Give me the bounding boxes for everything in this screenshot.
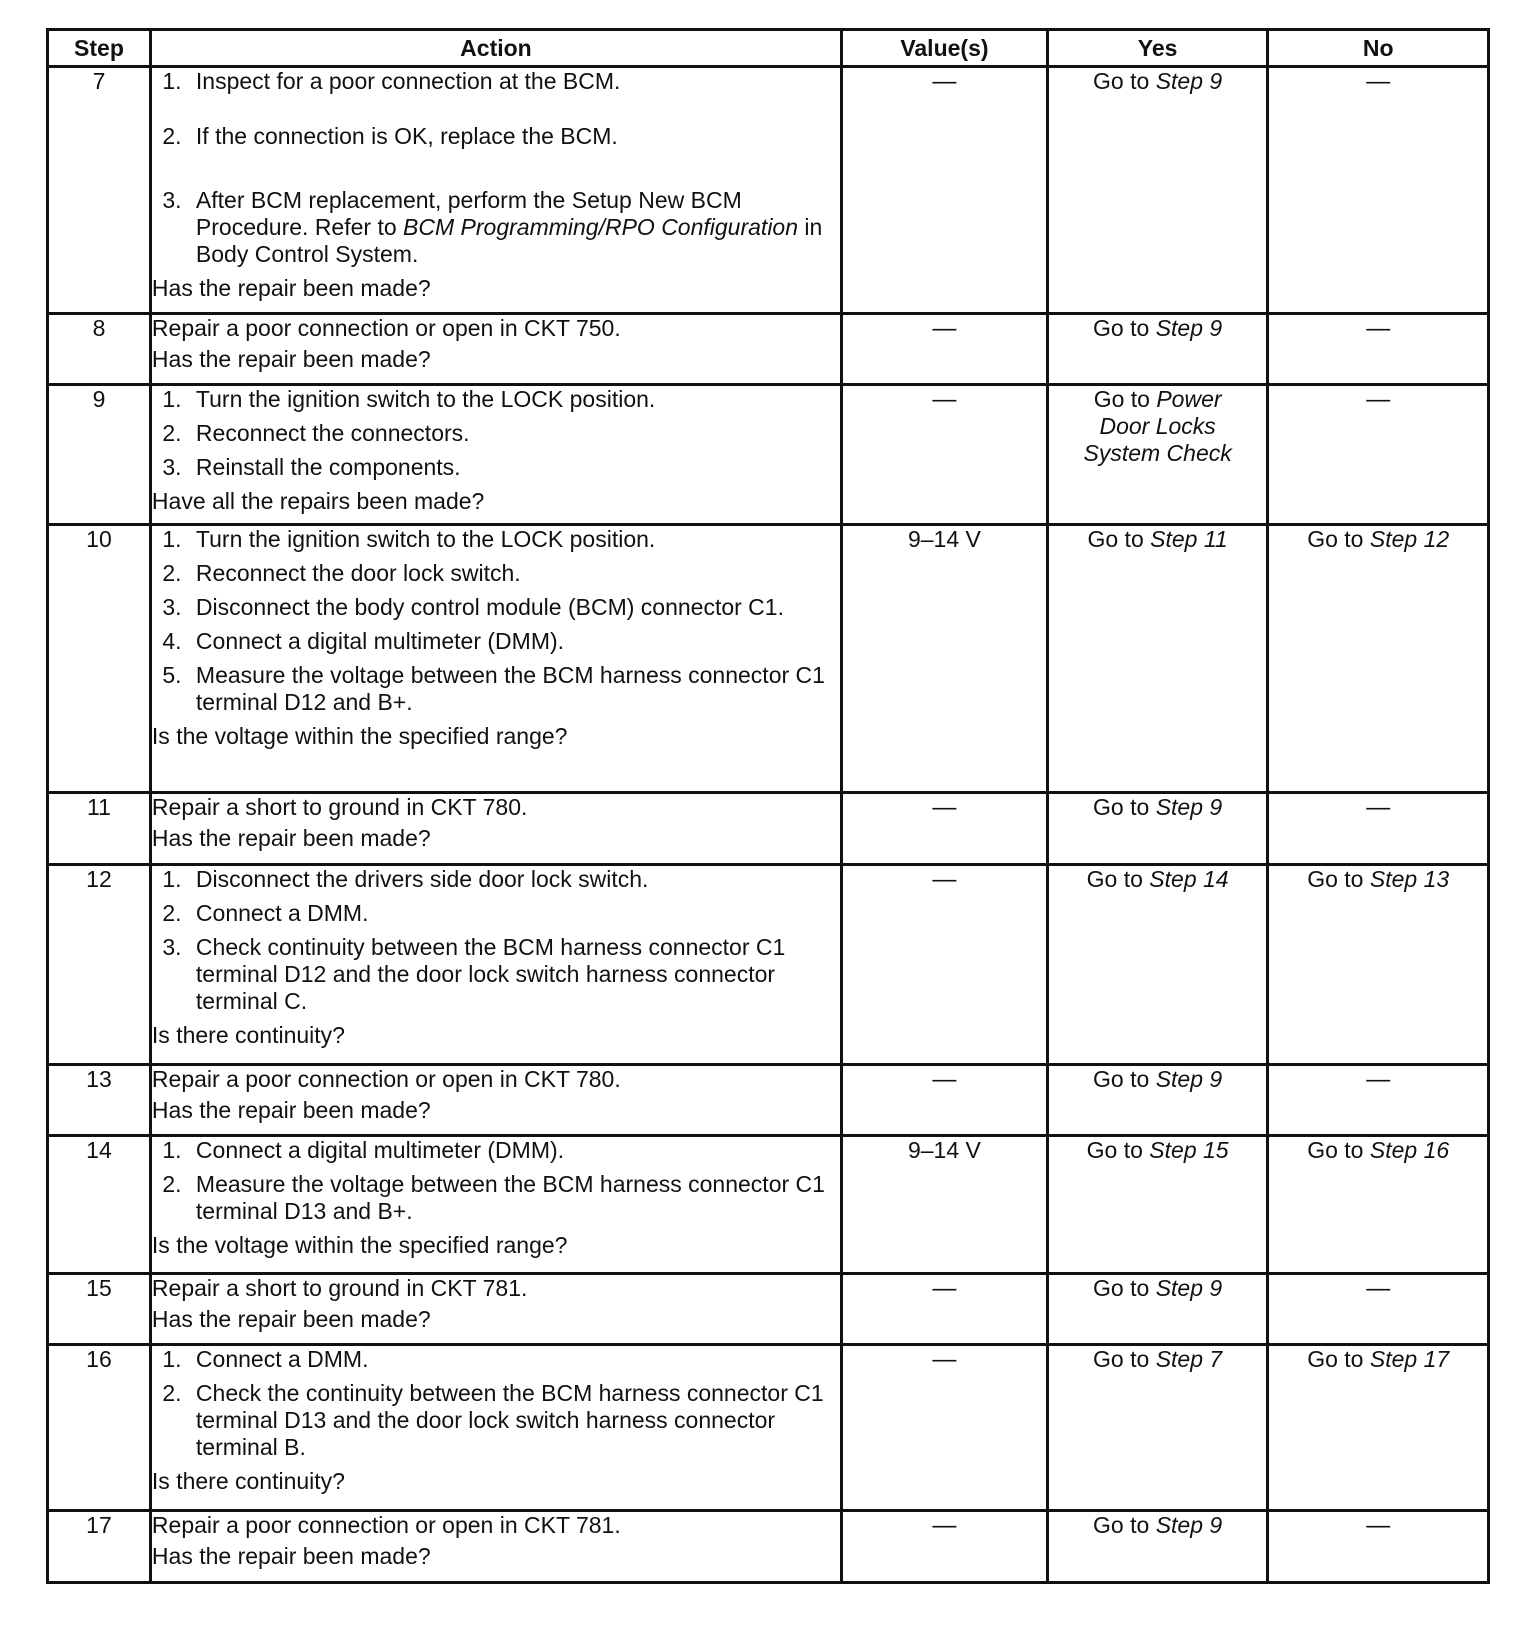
action-question: Is there continuity?: [151, 1468, 345, 1494]
value-cell: —: [842, 865, 1048, 1065]
step-number: 11: [48, 793, 151, 865]
table-row: [48, 385, 1489, 525]
action-question: Has the repair been made?: [151, 275, 431, 301]
action-item: 1. Turn the ignition switch to the LOCK position.: [188, 526, 840, 553]
yes-cell: Go to Step 9: [1047, 1065, 1268, 1136]
step-number: 13: [48, 1065, 151, 1136]
action-cell: [150, 67, 841, 314]
action-item: 2. Reconnect the door lock switch.: [188, 560, 840, 587]
action-list: [152, 1346, 840, 1461]
header-values: Value(s): [842, 30, 1048, 67]
no-cell: —: [1268, 1065, 1489, 1136]
no-cell: —: [1268, 793, 1489, 865]
diagnostic-table: [46, 28, 1490, 1584]
value-cell: —: [842, 67, 1048, 314]
table-row: [48, 314, 1489, 385]
action-item: 3. Check continuity between the BCM harness connector C1 terminal D12 and the door lock switch harness connector terminal C.: [188, 934, 840, 1015]
yes-cell: Go to Step 9: [1047, 1274, 1268, 1345]
table-row: [48, 1136, 1489, 1274]
action-question: Has the repair been made?: [151, 825, 431, 851]
action-cell: [150, 1274, 841, 1345]
no-cell: —: [1268, 1274, 1489, 1345]
header-no: No: [1268, 30, 1489, 67]
action-item: 3. Disconnect the body control module (BCM) connector C1.: [188, 594, 840, 621]
header-action: Action: [150, 30, 841, 67]
no-cell: Go to Step 16: [1268, 1136, 1489, 1274]
no-cell: Go to Step 12: [1268, 525, 1489, 793]
yes-cell: Go to Step 9: [1047, 314, 1268, 385]
reference-link: BCM Programming/RPO Configuration: [403, 214, 799, 240]
action-item: 2. If the connection is OK, replace the BCM.: [188, 123, 840, 150]
yes-cell: Go to Step 15: [1047, 1136, 1268, 1274]
action-cell: [150, 314, 841, 385]
no-cell: —: [1268, 385, 1489, 525]
action-cell: [150, 1136, 841, 1274]
step-number: 7: [48, 67, 151, 314]
table-header-row: [48, 30, 1489, 67]
value-cell: —: [842, 1345, 1048, 1511]
action-question: Is there continuity?: [151, 1022, 345, 1048]
action-list: [152, 526, 840, 716]
value-cell: —: [842, 793, 1048, 865]
action-text: Repair a poor connection or open in CKT 750.: [151, 315, 621, 341]
action-item: 1. Inspect for a poor connection at the BCM.: [188, 68, 840, 95]
action-question: Has the repair been made?: [151, 1097, 431, 1123]
table-row: [48, 793, 1489, 865]
action-item: 4. Connect a digital multimeter (DMM).: [188, 628, 840, 655]
step-number: 9: [48, 385, 151, 525]
yes-cell: Go to Step 11: [1047, 525, 1268, 793]
action-item: 1. Turn the ignition switch to the LOCK position.: [188, 386, 840, 413]
no-cell: Go to Step 17: [1268, 1345, 1489, 1511]
step-number: 12: [48, 865, 151, 1065]
action-question: Has the repair been made?: [151, 1306, 431, 1332]
table-row: [48, 1065, 1489, 1136]
action-list: [152, 386, 840, 481]
action-item: 3. Reinstall the components.: [188, 454, 840, 481]
value-cell: —: [842, 1274, 1048, 1345]
value-cell: —: [842, 314, 1048, 385]
value-cell: —: [842, 385, 1048, 525]
yes-cell: Go to Power Door Locks System Check: [1047, 385, 1268, 525]
table-row: [48, 865, 1489, 1065]
action-item: 1. Connect a DMM.: [188, 1346, 840, 1373]
step-number: 14: [48, 1136, 151, 1274]
action-item: 2. Check the continuity between the BCM harness connector C1 terminal D13 and the door lock switch harness connector terminal B.: [188, 1380, 840, 1461]
step-number: 17: [48, 1511, 151, 1583]
action-item: 2. Connect a DMM.: [188, 900, 840, 927]
action-cell: [150, 1511, 841, 1583]
no-cell: —: [1268, 67, 1489, 314]
action-cell: [150, 1345, 841, 1511]
action-question: Is the voltage within the specified range?: [151, 723, 568, 749]
yes-cell: Go to Step 14: [1047, 865, 1268, 1065]
action-text: Repair a poor connection or open in CKT 780.: [151, 1066, 621, 1092]
value-cell: —: [842, 1511, 1048, 1583]
action-cell: [150, 385, 841, 525]
step-number: 8: [48, 314, 151, 385]
action-cell: [150, 525, 841, 793]
value-cell: 9–14 V: [842, 525, 1048, 793]
header-step: Step: [48, 30, 151, 67]
action-list: [152, 866, 840, 1015]
value-cell: —: [842, 1065, 1048, 1136]
action-cell: [150, 1065, 841, 1136]
action-text: Repair a short to ground in CKT 780.: [151, 794, 528, 820]
step-number: 10: [48, 525, 151, 793]
action-cell: [150, 793, 841, 865]
value-cell: 9–14 V: [842, 1136, 1048, 1274]
no-cell: Go to Step 13: [1268, 865, 1489, 1065]
action-question: Have all the repairs been made?: [151, 488, 485, 514]
action-list: [152, 68, 840, 268]
action-item: 1. Connect a digital multimeter (DMM).: [188, 1137, 840, 1164]
action-item: 2. Reconnect the connectors.: [188, 420, 840, 447]
yes-cell: Go to Step 9: [1047, 67, 1268, 314]
action-text: Repair a short to ground in CKT 781.: [151, 1275, 528, 1301]
action-item: 1. Disconnect the drivers side door lock switch.: [188, 866, 840, 893]
step-number: 15: [48, 1274, 151, 1345]
table-row: [48, 1511, 1489, 1583]
no-cell: —: [1268, 1511, 1489, 1583]
action-question: Is the voltage within the specified range?: [151, 1232, 568, 1258]
no-cell: —: [1268, 314, 1489, 385]
diagnostic-table-page: [46, 28, 1490, 1584]
yes-cell: Go to Step 9: [1047, 1511, 1268, 1583]
action-text: Repair a poor connection or open in CKT 781.: [151, 1512, 621, 1538]
yes-cell: Go to Step 9: [1047, 793, 1268, 865]
yes-cell: Go to Step 7: [1047, 1345, 1268, 1511]
action-list: [152, 1137, 840, 1225]
header-yes: Yes: [1047, 30, 1268, 67]
action-item: 5. Measure the voltage between the BCM harness connector C1 terminal D12 and B+.: [188, 662, 840, 716]
table-row: [48, 525, 1489, 793]
action-question: Has the repair been made?: [151, 1543, 431, 1569]
action-item: 2. Measure the voltage between the BCM harness connector C1 terminal D13 and B+.: [188, 1171, 840, 1225]
table-row: [48, 1345, 1489, 1511]
table-row: [48, 67, 1489, 314]
action-cell: [150, 865, 841, 1065]
action-question: Has the repair been made?: [151, 346, 431, 372]
step-number: 16: [48, 1345, 151, 1511]
action-item: 3. After BCM replacement, perform the Setup New BCM Procedure. Refer to BCM Programming/RPO Configuration in Body Control System.: [188, 187, 840, 268]
table-row: [48, 1274, 1489, 1345]
